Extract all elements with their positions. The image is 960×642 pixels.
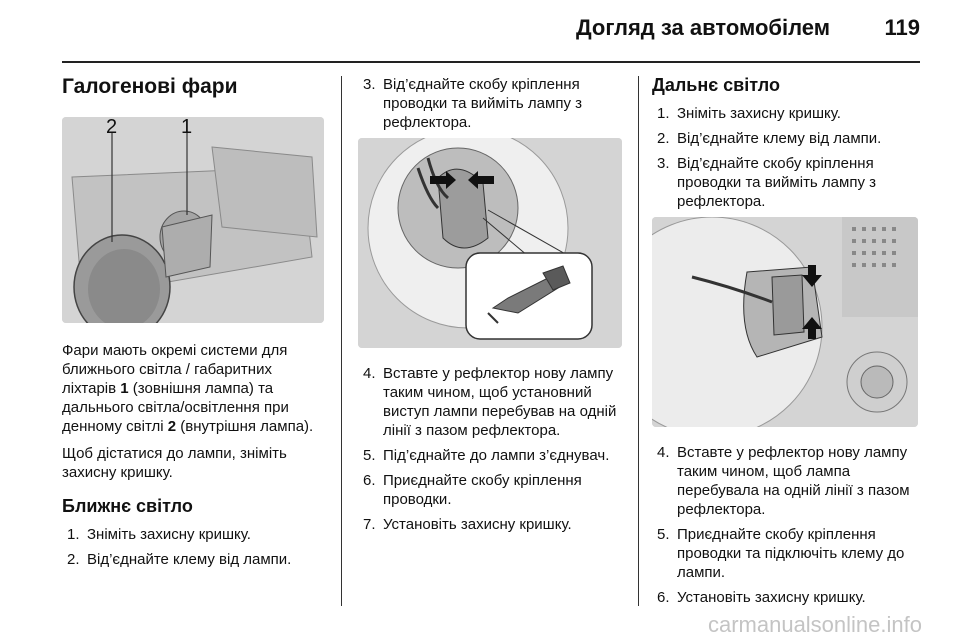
step-text: Вставте у рефлектор нову лампу таким чином, щоб установний виступ лампи перебував на одній лінії з пазом рефлектора. xyxy=(383,365,617,439)
step-number: 7. xyxy=(363,516,376,533)
column-divider-1 xyxy=(341,76,342,606)
list-item xyxy=(62,550,327,569)
section-title: Галогенові фари xyxy=(62,75,238,98)
intro-ref-2: 2 xyxy=(167,418,177,435)
high-beam-steps-final xyxy=(652,443,924,607)
step-number: 2. xyxy=(67,551,80,568)
step-text: Зніміть захисну кришку. xyxy=(677,105,841,122)
step-number: 3. xyxy=(657,155,670,172)
high-beam-illustration xyxy=(652,217,918,427)
headlamp-illustration xyxy=(62,117,324,323)
step-text: Установіть захисну кришку. xyxy=(677,589,866,606)
list-item xyxy=(358,471,626,509)
intro-ref-1: 1 xyxy=(120,380,129,397)
page-header xyxy=(0,0,960,62)
step-text: Від’єднайте клему від лампи. xyxy=(87,551,292,568)
list-item xyxy=(358,364,626,440)
page-number: 119 xyxy=(884,15,920,40)
intro-paragraph xyxy=(62,341,327,436)
low-beam-title: Ближнє світло xyxy=(62,496,193,516)
list-item xyxy=(652,525,924,582)
list-item xyxy=(652,154,924,211)
callout-2: 2 xyxy=(106,117,118,138)
step-number: 6. xyxy=(363,472,376,489)
step-text: Під’єднайте до лампи з’єднувач. xyxy=(383,447,610,464)
low-beam-steps-final xyxy=(358,364,626,534)
low-beam-steps-cont xyxy=(358,75,626,132)
high-beam-steps xyxy=(652,104,924,211)
list-item xyxy=(358,515,626,534)
list-item xyxy=(652,443,924,519)
column-3 xyxy=(652,75,924,613)
step-text: Зніміть захисну кришку. xyxy=(87,526,251,543)
list-item xyxy=(358,446,626,465)
column-divider-2 xyxy=(638,76,639,606)
step-number: 1. xyxy=(657,105,670,122)
watermark: carmanualsonline.info xyxy=(707,612,922,637)
access-paragraph: Щоб дістатися до лампи, зніміть захисну кришку. xyxy=(62,445,287,481)
step-text: Від’єднайте скобу кріплення проводки та вийміть лампу з рефлектора. xyxy=(677,155,876,210)
low-beam-steps xyxy=(62,525,327,569)
step-number: 6. xyxy=(657,589,670,606)
headlamp-figure xyxy=(62,117,324,323)
step-text: Приєднайте скобу кріплення проводки та підключіть клему до лампи. xyxy=(677,526,905,581)
step-number: 3. xyxy=(363,76,376,93)
column-1 xyxy=(62,75,327,575)
step-text: Установіть захисну кришку. xyxy=(383,516,572,533)
high-beam-figure xyxy=(652,217,918,427)
step-text: Приєднайте скобу кріплення проводки. xyxy=(383,472,582,508)
step-text: Від’єднайте клему від лампи. xyxy=(677,130,882,147)
intro-text-e: (внутрішня лампа). xyxy=(176,418,314,435)
bulb-removal-figure xyxy=(358,138,622,348)
list-item xyxy=(62,525,327,544)
bulb-removal-illustration xyxy=(358,138,622,348)
header-rule xyxy=(62,61,920,63)
list-item xyxy=(652,129,924,148)
step-text: Вставте у рефлектор нову лампу таким чином, щоб лампа перебувала на одній лінії з пазом рефлектора. xyxy=(677,444,910,518)
step-number: 2. xyxy=(657,130,670,147)
list-item xyxy=(358,75,626,132)
high-beam-title: Дальнє світло xyxy=(652,75,780,95)
step-number: 5. xyxy=(657,526,670,543)
step-number: 1. xyxy=(67,526,80,543)
step-number: 4. xyxy=(363,365,376,382)
step-text: Від’єднайте скобу кріплення проводки та вийміть лампу з рефлектора. xyxy=(383,76,582,131)
step-number: 5. xyxy=(363,447,376,464)
column-2 xyxy=(358,75,626,540)
callout-1: 1 xyxy=(181,117,193,138)
step-number: 4. xyxy=(657,444,670,461)
intro-text-c: (зовнішня лампа) та дальнього світла/освітлення при денному світлі xyxy=(62,380,289,435)
intro-text-a: Фари мають окремі системи для ближнього світла / габаритних ліхтарів xyxy=(62,342,288,397)
list-item xyxy=(652,104,924,123)
header-title: Догляд за автомобілем xyxy=(575,15,830,40)
list-item xyxy=(652,588,924,607)
